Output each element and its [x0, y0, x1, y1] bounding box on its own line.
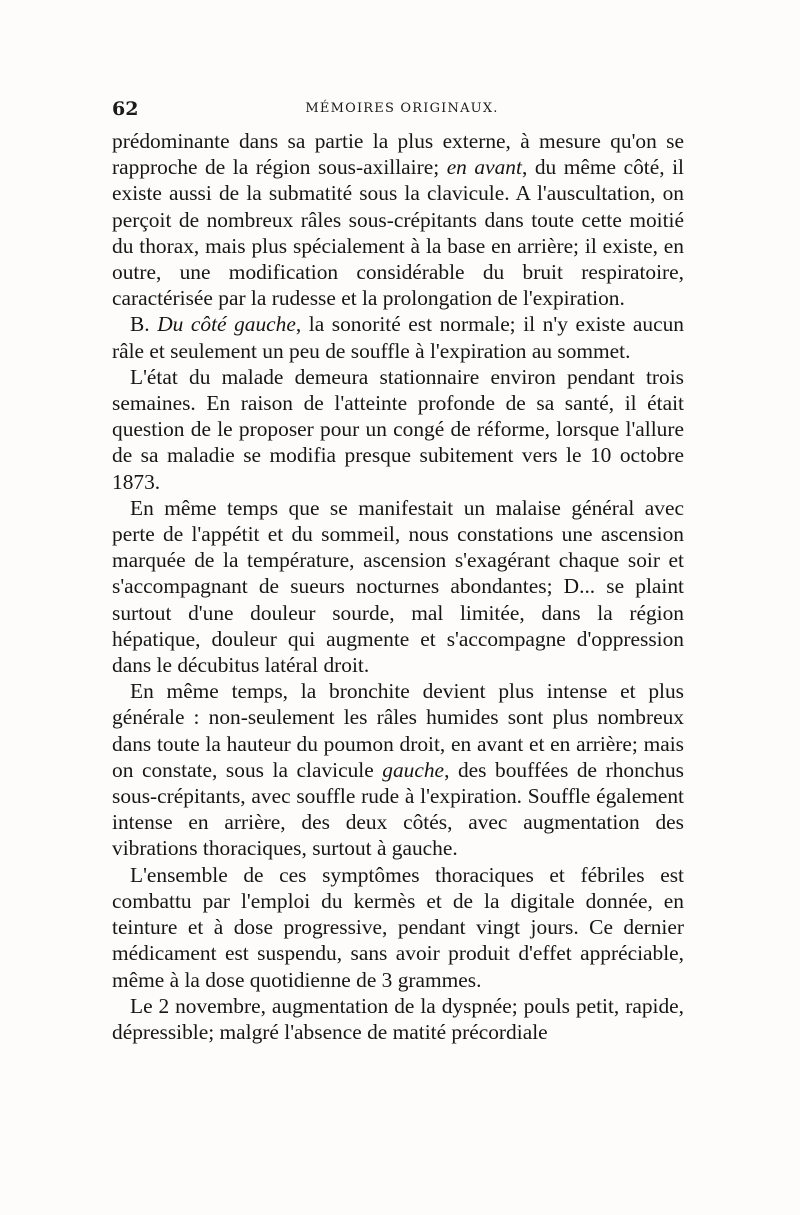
page-header	[112, 98, 692, 122]
paragraph-7: Le 2 novembre, augmentation de la dyspnée; pouls petit, rapide, dépressible; malgré l'absence de matité précordiale	[112, 993, 684, 1044]
paragraph-5-text-c: , des bouffées de rhonchus sous-crépitants, avec souffle rude à l'expiration. Souffle également intense en arrière, des deux côtés, avec augmentation des vibrations thoraciques, surtout à gauche.	[112, 757, 685, 861]
paragraph-4: En même temps que se manifestait un malaise général avec perte de l'appétit et du sommeil, nous constations une ascension marquée de la température, ascension s'exagérant chaque soir et s'accompagnant de sueurs nocturnes abondantes; D... se plaint surtout d'une douleur sourde, mal limitée, dans la région hépatique, douleur qui augmente et s'accompagne d'oppression dans le décubitus latéral droit.	[112, 495, 684, 678]
body-text	[112, 128, 684, 1045]
running-title: MÉMOIRES ORIGINAUX.	[305, 101, 499, 116]
paragraph-1-text-a: prédominante dans sa partie la plus externe, à mesure qu'on se rapproche de la région sous-axillaire;	[112, 129, 684, 180]
paragraph-2-text-c: , la sonorité est normale; il n'y existe aucun râle et seulement un peu de souffle à l'expiration au sommet.	[112, 312, 684, 363]
paragraph-5-italic: gauche	[382, 757, 445, 782]
paragraph-2-italic: Du côté gauche	[157, 312, 296, 337]
paragraph-1-text-c: , du même côté, il existe aussi de la submatité sous la clavicule. A l'auscultation, on perçoit de nombreux râles sous-crépitants dans toute cette moitié du thorax, mais plus spécialement à la base en arrière; il existe, en outre, une modification considérable du bruit respiratoire, caractérisée par la rudesse et la prolongation de l'expiration.	[112, 155, 684, 311]
paragraph-1-italic: en avant	[446, 155, 522, 180]
paragraph-1	[112, 128, 684, 311]
page-number: 62	[112, 98, 139, 120]
paragraph-3: L'état du malade demeura stationnaire environ pendant trois semaines. En raison de l'atteinte profonde de sa santé, il était question de le proposer pour un congé de réforme, lorsque l'allure de sa maladie se modifia presque subitement vers le 10 octobre 1873.	[112, 364, 684, 494]
paragraph-2-text-a: B.	[130, 312, 158, 337]
paragraph-5-text-a: En même temps, la bronchite devient plus intense et plus générale : non-seulement les râles humides sont plus nombreux dans toute la hauteur du poumon droit, en avant et en arrière; mais on constate, sous la clavicule	[112, 679, 684, 782]
paragraph-5	[112, 678, 684, 861]
paragraph-2	[112, 311, 684, 363]
paragraph-6: L'ensemble de ces symptômes thoraciques et fébriles est combattu par l'emploi du kermès et de la digitale donnée, en teinture et à dose progressive, pendant vingt jours. Ce dernier médicament est suspendu, sans avoir produit d'effet appréciable, même à la dose quotidienne de 3 grammes.	[112, 862, 684, 992]
